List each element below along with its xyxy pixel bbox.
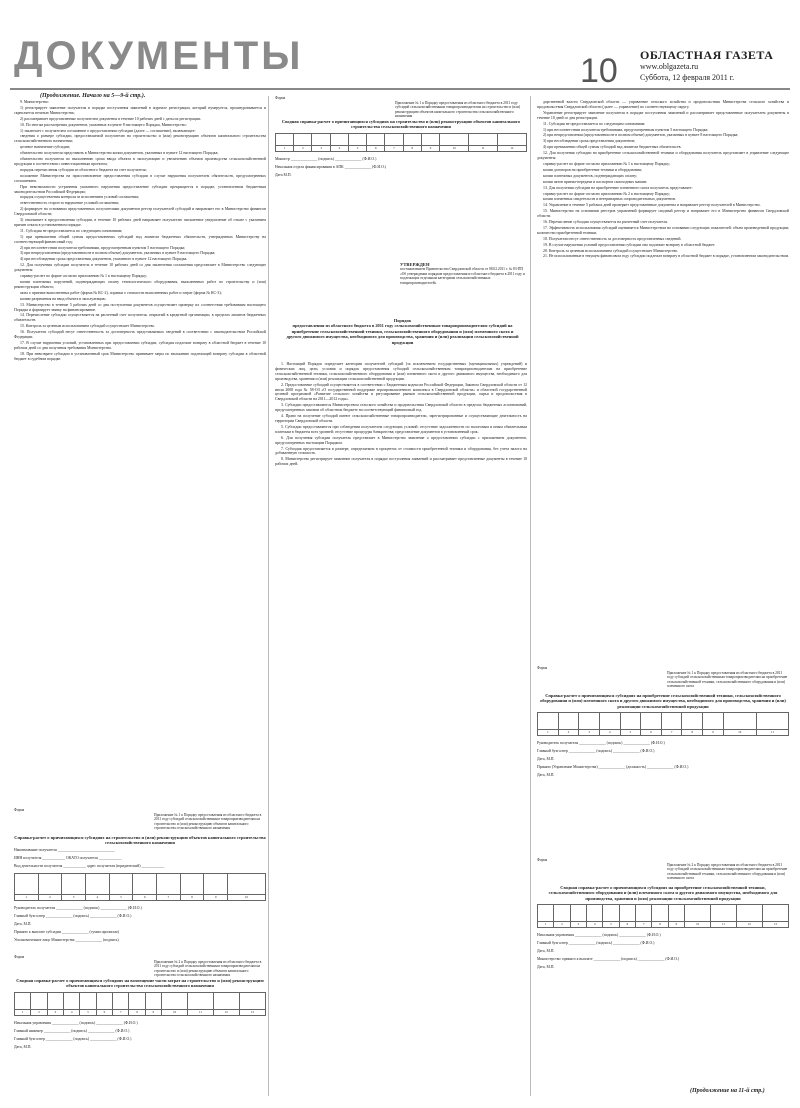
website-link[interactable]: www.oblgazeta.ru bbox=[640, 62, 699, 71]
paragraph: 4) при превышении общей суммы субсидий над лимитом бюджетных обязательств. bbox=[543, 145, 682, 150]
paragraph: копии племенных свидетельств и ветеринарных сопроводительных документов. bbox=[543, 197, 677, 202]
paragraph: 9. Министерство: bbox=[20, 100, 49, 104]
paragraph: обязательство получателя по выполнению срока ввода объекта в эксплуатацию и увеличению объемов производства сельскохозяйственной продукции в соответствии с инвестиционным проектом; bbox=[14, 157, 266, 166]
paragraph: 18. Получатели несут ответственность за достоверность представленных сведений. bbox=[543, 236, 682, 241]
paragraph: 5. Субсидии предоставляются при соблюдении получателем следующих условий: отсутствие задолженности по налоговым и иным обязательным платежам в бюджеты всех уровней; отсутствие процедуры банкротства; представление документов в установленный срок. bbox=[275, 424, 527, 434]
paragraph: 3) при непредставлении (представлении не в полном объеме) документов, указанных в пункте 8 настоящего Порядка; bbox=[20, 251, 216, 256]
paragraph: 2) рассматривает представленные получателем документы в течение 10 рабочих дней с даты их регистрации. bbox=[20, 116, 202, 121]
paragraph: акты о приемке выполненных работ (форма № КС-2), справки о стоимости выполненных работ и затрат (форма № КС-3); bbox=[20, 290, 222, 295]
signature-block: Начальник управления ______________ (подпись) ______________ (Ф.И.О.) Главный инженер ______________ (подпись) ______________ (Ф.И.О.) Главный бухгалтер ______________ (подпись) ______________ (Ф.И.О.) Дата, М.П. bbox=[14, 1020, 138, 1049]
paragraph: 3) при несоблюдении срока представления документов; bbox=[543, 139, 636, 144]
form-table: 1 2 3 4 5 6 7 8 9 10 11 12 13 bbox=[14, 992, 266, 1016]
paragraph: При невозможности устранения указанного нарушения предоставление субсидии прекращается в порядке, установленном бюджетным законодательством Российской Федерации; bbox=[14, 184, 266, 194]
paragraph: 13. Для получения субсидии на приобретение племенного скота получатель представляет: bbox=[543, 185, 693, 190]
approval-title: УТВЕРЖДЕН bbox=[400, 262, 430, 267]
paragraph: справку-расчет по форме согласно приложению № 1 к настоящему Порядку; bbox=[543, 161, 671, 166]
continuation-bottom: (Продолжение на 11-й стр.) bbox=[690, 1088, 765, 1094]
form-title: Сводная справка-расчет о причитающихся субсидиях на возмещение части затрат на строительство и (или) реконструкцию объектов капитального строительства сельскохозяйственного назначения bbox=[16, 977, 264, 989]
form-3 bbox=[537, 666, 789, 779]
form-label: Форма bbox=[275, 96, 286, 100]
paragraph: 14. Перечисление субсидии осуществляется на расчетный счет получателя, открытый в кредитной организации, в пределах лимитов бюджетных обязательств. bbox=[14, 313, 266, 323]
paragraph: 12. Для получения субсидии на приобретение сельскохозяйственной техники и оборудования получатель представляет в управление следующие документы: bbox=[537, 151, 789, 161]
paragraph: обязательство получателя представить в Министерство копии документов, указанных в пункте 12 настоящего Порядка; bbox=[20, 151, 219, 156]
signature-block: Начальник управления ______________ (подпись) ______________ (Ф.И.О.) Главный бухгалтер ______________ (подпись) ______________ (Ф.И.О.) Дата, М.П. Министерство: принято к выплате ______________ (подпись) ______________ (Ф.И.О.) Дата, М.П. bbox=[537, 933, 680, 970]
form-1 bbox=[14, 808, 266, 944]
form-label: Форма bbox=[537, 666, 548, 670]
paragraph: 4. Право на получение субсидий имеют сельскохозяйственные товаропроизводители, зарегистрированные и осуществляющие деятельность на территории Свердловской области. bbox=[275, 414, 527, 423]
paragraph: 2) при непредставлении (представлении не в полном объеме) документов, указанных в пункте 8 настоящего Порядка; bbox=[543, 133, 739, 138]
header-rule bbox=[10, 88, 790, 90]
form-4 bbox=[537, 858, 789, 971]
paragraph: Управление регистрирует заявление получателя в порядке поступления заявлений и рассматривает представленные получателем документы в течение 10 дней со дня регистрации. bbox=[537, 110, 789, 120]
appendix-note: Приложение № 2 к Порядку предоставления из областного бюджета в 2011 году субсидий сельскохозяйственным товаропроизводителям на строительство и (или) реконструкцию объектов капитального строительства сельскохозяйственного назначения bbox=[154, 959, 262, 978]
paragraph: 19. В случае нарушения условий предоставления субсидии она подлежит возврату в областной бюджет. bbox=[543, 242, 716, 247]
paragraph: 3. Субсидии предоставляются Министерством сельского хозяйства и продовольствия Свердловской области в пределах бюджетных ассигнований, предусмотренных законом об областном бюджете на соответствующий финансовый год. bbox=[275, 403, 527, 413]
form-title: Сводная справка-расчет о причитающихся субсидиях на строительство и (или) реконструкцию объектов капитального строительства сельскохозяйственного назначения bbox=[281, 118, 521, 130]
paragraph: положение Министерства на приостановление предоставления субсидии в случае нарушения получателем обязательств, предусмотренных соглашением. bbox=[14, 173, 266, 183]
procedure-heading bbox=[285, 318, 520, 345]
paragraph: порядок перечисления субсидии из областного бюджета на счет получателя; bbox=[20, 167, 147, 172]
appendix-note: Приложение № 1 к Порядку предоставления из областного бюджета в 2011 году субсидий сельскохозяйственным товаропроизводителям на строительство и (или) реконструкцию объектов капитального строительства сельскохозяйственного назначения bbox=[154, 812, 262, 831]
paragraph: сведения о размере субсидии, предоставляемой получателю на строительство и (или) реконструкцию объектов капитального строительства сельскохозяйственного назначения; bbox=[14, 134, 266, 144]
paragraph: 1) при несоответствии получателя требованиям, предусмотренным пунктом 5 настоящего Порядка; bbox=[543, 127, 709, 132]
paragraph: дарственной власти Свердловской области — управление сельского хозяйства и продовольствия Министерства сельского хозяйства и продовольствия Свердловской области (далее — управление) по соответствующему округу. bbox=[537, 100, 789, 109]
column-divider bbox=[530, 96, 531, 1096]
publication-info bbox=[640, 50, 790, 83]
paragraph: 18. При невозврате субсидии в установленный срок Министерство принимает меры по взысканию подлежащей возврату субсидии в областной бюджет в судебном порядке. bbox=[14, 351, 266, 361]
paragraph: 15. Министерство на основании реестров управлений формирует сводный реестр и направляет его в Министерство финансов Свердловской области. bbox=[537, 209, 789, 219]
form-title: Сводная справка-расчет о причитающихся субсидиях на приобретение сельскохозяйственной техники, сельскохозяйственного оборудования и (или) племенного скота и другого движимого имущества, необходимого для производства, хранения и (или) реализации сельскохозяйственной продукции bbox=[548, 884, 778, 901]
paragraph: 6. Для получения субсидии получатель представляет в Министерство заявление о предоставлении субсидии с приложением документов, предусмотренных настоящим Порядком. bbox=[275, 435, 527, 445]
paragraph: 2. Предоставление субсидий осуществляется в соответствии с Бюджетным кодексом Российской Федерации, Законом Свердловской области от 12 июля 2008 года № 58-ОЗ «О государственной поддержке агропромышленного комплекса в Свердловской области» и областной государственной целевой программой «Развитие сельского хозяйства и регулирование рынков сельскохозяйственной продукции, сырья и продовольствия в Свердловской области на 2011—2012 годы». bbox=[275, 382, 527, 402]
paragraph: копию разрешения на ввод объекта в эксплуатацию. bbox=[20, 296, 107, 301]
paragraph: справку-расчет по форме согласно приложению № 2 к настоящему Порядку; bbox=[543, 191, 671, 196]
paragraph: 1. Настоящий Порядок определяет категории получателей субсидий (за исключением государственных (муниципальных) учреждений) и физических лиц, цели, условия и порядок предоставления субсидий сельскохозяйственным товаропроизводителям на приобретение сельскохозяйственной техники, сельскохозяйственного оборудования и (или) племенного скота и другого движимого имущества, необходимого для производства, хранения и (или) реализации сельскохозяйственной продукции. bbox=[275, 362, 527, 381]
paragraph: 13. Министерство в течение 5 рабочих дней со дня поступления документов осуществляет проверку их соответствия требованиям настоящего Порядка и формирует заявку на финансирование. bbox=[14, 302, 266, 312]
form-table: 1 2 3 4 5 6 7 8 9 10 11 12 bbox=[275, 133, 527, 152]
paragraph: 11. Субсидия не предоставляется по следующим основаниям: bbox=[543, 121, 646, 126]
paragraph: 7. Субсидия предоставляется в размере, определяемом в процентах от стоимости приобретенной техники и оборудования, без учета налога на добавленную стоимость. bbox=[275, 446, 527, 456]
page-header bbox=[0, 0, 800, 96]
column-1-text bbox=[14, 100, 266, 800]
paragraph: 1) заключает с получателем соглашение о предоставлении субсидии (далее — соглашение), включающее: bbox=[20, 128, 196, 133]
column-3-text bbox=[537, 100, 789, 660]
form-table: 1 2 3 4 5 6 7 8 9 10 11 bbox=[537, 712, 789, 736]
form-table: 1 2 3 4 5 6 7 8 9 10 11 12 13 bbox=[537, 904, 789, 928]
form-2 bbox=[14, 955, 266, 1051]
appendix-note: Приложение № 1 к Порядку предоставления из областного бюджета в 2011 году субсидий сельскохозяйственным товаропроизводителям на приобретение сельскохозяйственной техники, сельскохозяйственного оборудования и (или) племенного скота bbox=[667, 670, 788, 689]
newspaper-name: ОБЛАСТНАЯ ГАЗЕТА bbox=[640, 48, 774, 62]
paragraph: справку-расчет по форме согласно приложению № 1 к настоящему Порядку; bbox=[20, 274, 148, 279]
section-title: ДОКУМЕНТЫ bbox=[14, 34, 304, 78]
page-number: 10 bbox=[580, 52, 618, 90]
paragraph: 3) отказывает в предоставлении субсидии, в течение 10 рабочих дней направляет получателю письменное уведомление об отказе с указанием причин отказа в установленном порядке. bbox=[14, 218, 266, 227]
form-fields: Наименование получателя ______________________________ ИНН получателя ____________ ОКАТО получателя ____________ Вид деятельности получателя ____________ адрес получателя (юридический) ____________ bbox=[14, 847, 165, 868]
paragraph: копии платежных документов, подтверждающих оплату; bbox=[543, 173, 638, 178]
column-2-text bbox=[275, 362, 527, 1092]
issue-date: Суббота, 12 февраля 2011 г. bbox=[640, 73, 735, 82]
paragraph: копии актов приема-передачи и паспортов самоходных машин. bbox=[543, 179, 648, 184]
paragraph: 17. В случае нарушения условий, установленных при предоставлении субсидии, субсидия подлежит возврату в областной бюджет в течение 10 рабочих дней со дня получения требования Министерства. bbox=[14, 340, 266, 350]
paragraph: ответственность сторон за нарушение условий соглашения; bbox=[20, 201, 119, 206]
form-label: Форма bbox=[14, 808, 25, 812]
signature-block: Руководитель получателя ______________ (подпись) ______________ (Ф.И.О.) Главный бухгалтер ______________ (подпись) ______________ (Ф.И.О.) Дата, М.П. Принято к выплате субсидии ______________ (сумма прописью) Уполномоченное лицо Министерства ______________ (подпись) bbox=[14, 905, 142, 942]
column-divider bbox=[268, 96, 269, 1096]
paragraph: 1) при превышении общей суммы предоставленных субсидий над лимитом бюджетных обязательств, утвержденных Министерству на соответствующий финансовый год; bbox=[14, 234, 266, 244]
paragraph: 1) регистрирует заявление получателя в порядке поступления заявлений в журнале регистрации, который нумеруется, прошнуровывается и скрепляется печатью Министерства; bbox=[14, 105, 266, 115]
form-label: Форма bbox=[14, 955, 25, 959]
approval-block bbox=[400, 262, 525, 285]
paragraph: 2) при несоответствии получателя требованиям, предусмотренным пунктом 5 настоящего Порядка; bbox=[20, 245, 186, 250]
paragraph: 11. Субсидия не предоставляется по следующим основаниям: bbox=[20, 228, 123, 233]
form-title: Справка-расчет о причитающихся субсидиях на строительство и (или) реконструкцию объектов капитального строительства сельскохозяйственного назначения bbox=[14, 834, 266, 846]
paragraph: 20. Контроль за целевым использованием субсидий осуществляет Министерство. bbox=[543, 248, 679, 253]
paragraph: копии договоров на приобретение техники и оборудования; bbox=[543, 167, 642, 172]
procedure-subtitle: предоставления из областного бюджета в 2011 году сельскохозяйственным товаропроизводителям субсидий на приобретение сельскохозяйственной техники, сельскохозяйственного оборудования и (или) племенного скота и другого движимого имущества, необходимого для производства, хранения и (или) реализации сельскохозяйственной продукции bbox=[286, 323, 519, 345]
form-label: Форма bbox=[537, 858, 548, 862]
paragraph: 4) при несоблюдении срока представления документов, указанного в пункте 12 настоящего Порядка. bbox=[20, 257, 188, 262]
form-title: Справка-расчет о причитающихся субсидиях на приобретение сельскохозяйственной техники, сельскохозяйственного оборудования и (или) племенного скота и другого движимого имущества, необходимого для производства, хранения и (или) реализации сельскохозяйственной продукции bbox=[540, 692, 786, 709]
paragraph: копии платежных поручений, подтверждающих оплату технологического оборудования, выполненных работ по строительству и (или) реконструкции объекта; bbox=[14, 280, 266, 289]
signature-block: Руководитель получателя ______________ (подпись) ______________ (Ф.И.О.) Главный бухгалтер ______________ (подпись) ______________ (Ф.И.О.) Дата, М.П. Принято (Управление Министерства) ______________ (должность) ______________ (Ф.И.О.) Дата, М.П. bbox=[537, 741, 689, 778]
signature-block: Министр ______________ (подпись) ______________ (Ф.И.О.) Начальник отдела финансирования в АПК ______________ (Ф.И.О.) Дата М.П. bbox=[275, 156, 387, 177]
paragraph: 12. Для получения субсидии получатель в течение 10 рабочих дней со дня заключения соглашения представляет в Министерство следующие документы: bbox=[14, 263, 266, 273]
appendix-note: Приложение № 2 к Порядку предоставления из областного бюджета в 2011 году субсидий сельскохозяйственным товаропроизводителям на приобретение сельскохозяйственной техники, сельскохозяйственного оборудования и (или) племенного скота bbox=[667, 862, 788, 881]
paragraph: 17. Эффективность использования субсидий оценивается Министерством на основании следующих показателей: объем произведенной продукции; количество приобретенной техники. bbox=[537, 225, 789, 235]
approval-text: постановлением Правительства Свердловской области от 08.02.2011 г. № 83-ПП «Об утверждении порядков предоставления из областного бюджета в 2011 году и подлежащих отдельным категориям сельскохозяйственных товаропроизводителей» bbox=[400, 267, 525, 285]
paragraph: 8. Министерство регистрирует заявление получателя в порядке поступления заявлений и рассматривает представленные документы в течение 10 рабочих дней. bbox=[275, 457, 527, 467]
paragraph: 2) формирует на основании представленных получателями документов реестр получателей субсидий и направляет его в Министерство финансов Свердловской области; bbox=[14, 207, 266, 217]
col2-top-form bbox=[275, 96, 527, 177]
paragraph: 10. По итогам рассмотрения документов, указанных в пункте 8 настоящего Порядка, Министерство: bbox=[20, 122, 187, 127]
appendix-note: Приложение № 1 к Порядку предоставления из областного бюджета в 2011 году субсидий сельскохозяйственным товаропроизводителям на строительство и (или) реконструкцию объектов капитального строительства сельскохозяйственного назначения bbox=[395, 100, 521, 119]
paragraph: 16. Перечисление субсидии осуществляется на расчетный счет получателя. bbox=[543, 220, 668, 225]
paragraph: целевое назначение субсидии; bbox=[20, 145, 71, 150]
paragraph: 16. Получатели субсидий несут ответственность за достоверность представляемых сведений в соответствии с законодательством Российской Федерации. bbox=[14, 330, 266, 340]
form-table: 1 2 3 4 5 6 7 8 9 10 bbox=[14, 873, 266, 901]
continuation-top: (Продолжение. Начало на 5—9-й стр.). bbox=[40, 93, 146, 99]
paragraph: 15. Контроль за целевым использованием субсидий осуществляет Министерство. bbox=[20, 324, 156, 329]
paragraph: 21. Не использованные в текущем финансовом году субсидии подлежат возврату в областной бюджет в порядке, установленном законодательством. bbox=[543, 254, 789, 259]
paragraph: 14. Управление в течение 5 рабочих дней проверяет представленные документы и направляет реестр получателей в Министерство. bbox=[543, 203, 761, 208]
procedure-title: Порядок bbox=[393, 318, 412, 323]
paragraph: порядок осуществления контроля за исполнением условий соглашения; bbox=[20, 195, 139, 200]
